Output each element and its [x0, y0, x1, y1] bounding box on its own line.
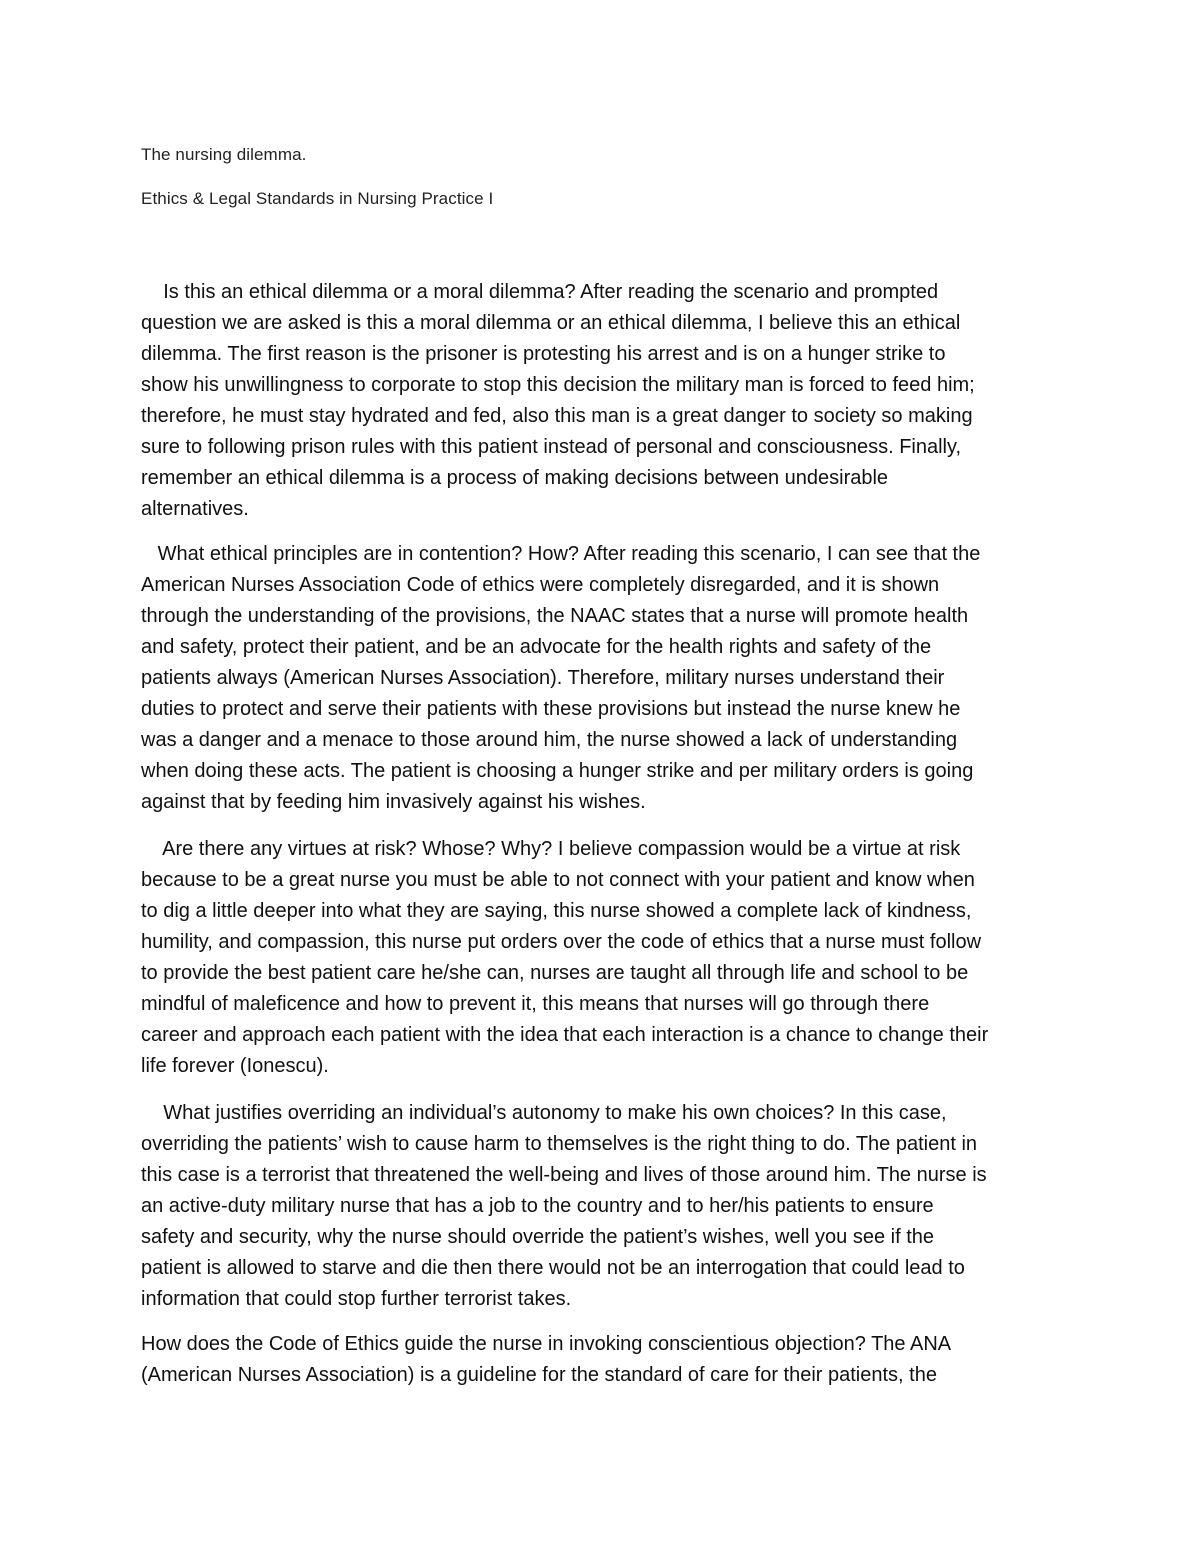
paragraph-line: remember an ethical dilemma is a process of making decisions between undesirable — [141, 467, 889, 489]
paragraph-overriding-autonomy — [141, 1098, 1061, 1315]
paragraph-line: show his unwillingness to corporate to stop this decision the military man is forced to feed him; — [141, 374, 975, 396]
paragraph-line: Are there any virtues at risk? Whose? Why? I believe compassion would be a virtue at risk — [141, 838, 961, 860]
paragraph-line: therefore, he must stay hydrated and fed, also this man is a great danger to society so making — [141, 405, 973, 427]
paragraph-line: because to be a great nurse you must be able to not connect with your patient and know when — [141, 869, 975, 891]
paragraph-line: and safety, protect their patient, and be an advocate for the health rights and safety of the — [141, 636, 932, 658]
paragraph-line: to provide the best patient care he/she can, nurses are taught all through life and school to be — [141, 962, 969, 984]
paragraph-ethical-dilemma — [141, 277, 1061, 525]
paragraph-line: patients always (American Nurses Association). Therefore, military nurses understand their — [141, 667, 945, 689]
paragraph-line: What justifies overriding an individual’s autonomy to make his own choices? In this case, — [141, 1102, 947, 1124]
paragraph-line: information that could stop further terrorist takes. — [141, 1288, 572, 1310]
paragraph-line: alternatives. — [141, 498, 249, 520]
paragraph-line: How does the Code of Ethics guide the nurse in invoking conscientious objection? The ANA — [141, 1333, 952, 1355]
paragraph-code-of-ethics — [141, 1329, 1061, 1391]
document-title: The nursing dilemma. — [141, 145, 307, 164]
paragraph-line: life forever (Ionescu). — [141, 1055, 329, 1077]
paragraph-line: mindful of maleficence and how to prevent it, this means that nurses will go through there — [141, 993, 930, 1015]
course-title: Ethics & Legal Standards in Nursing Practice I — [141, 189, 494, 208]
paragraph-line: career and approach each patient with the idea that each interaction is a chance to change their — [141, 1024, 989, 1046]
paragraph-line: question we are asked is this a moral dilemma or an ethical dilemma, I believe this an ethical — [141, 312, 961, 334]
paragraph-line: What ethical principles are in contention? How? After reading this scenario, I can see that the — [141, 543, 981, 565]
paragraph-ethical-principles — [141, 539, 1061, 818]
paragraph-line: to dig a little deeper into what they are saying, this nurse showed a complete lack of kindness, — [141, 900, 972, 922]
paragraph-line: humility, and compassion, this nurse put orders over the code of ethics that a nurse must follow — [141, 931, 982, 953]
paragraph-line: against that by feeding him invasively against his wishes. — [141, 791, 646, 813]
paragraph-line: safety and security, why the nurse should override the patient’s wishes, well you see if the — [141, 1226, 935, 1248]
paragraph-line: American Nurses Association Code of ethics were completely disregarded, and it is shown — [141, 574, 940, 596]
paragraph-line: this case is a terrorist that threatened the well-being and lives of those around him. The nurse is — [141, 1164, 987, 1186]
paragraph-line: an active-duty military nurse that has a job to the country and to her/his patients to ensure — [141, 1195, 934, 1217]
paragraph-line: dilemma. The first reason is the prisoner is protesting his arrest and is on a hunger strike to — [141, 343, 946, 365]
paragraph-line: was a danger and a menace to those around him, the nurse showed a lack of understanding — [141, 729, 958, 751]
paragraph-line: patient is allowed to starve and die then there would not be an interrogation that could lead to — [141, 1257, 965, 1279]
paragraph-line: Is this an ethical dilemma or a moral dilemma? After reading the scenario and prompted — [141, 281, 939, 303]
paragraph-line: (American Nurses Association) is a guideline for the standard of care for their patients, the — [141, 1364, 937, 1386]
paragraph-virtues-at-risk — [141, 834, 1061, 1082]
paragraph-line: overriding the patients’ wish to cause harm to themselves is the right thing to do. The patient in — [141, 1133, 978, 1155]
paragraph-line: through the understanding of the provisions, the NAAC states that a nurse will promote health — [141, 605, 969, 627]
paragraph-line: when doing these acts. The patient is choosing a hunger strike and per military orders is going — [141, 760, 974, 782]
paragraph-line: duties to protect and serve their patients with these provisions but instead the nurse knew he — [141, 698, 961, 720]
paragraph-line: sure to following prison rules with this patient instead of personal and consciousness. Finally, — [141, 436, 962, 458]
